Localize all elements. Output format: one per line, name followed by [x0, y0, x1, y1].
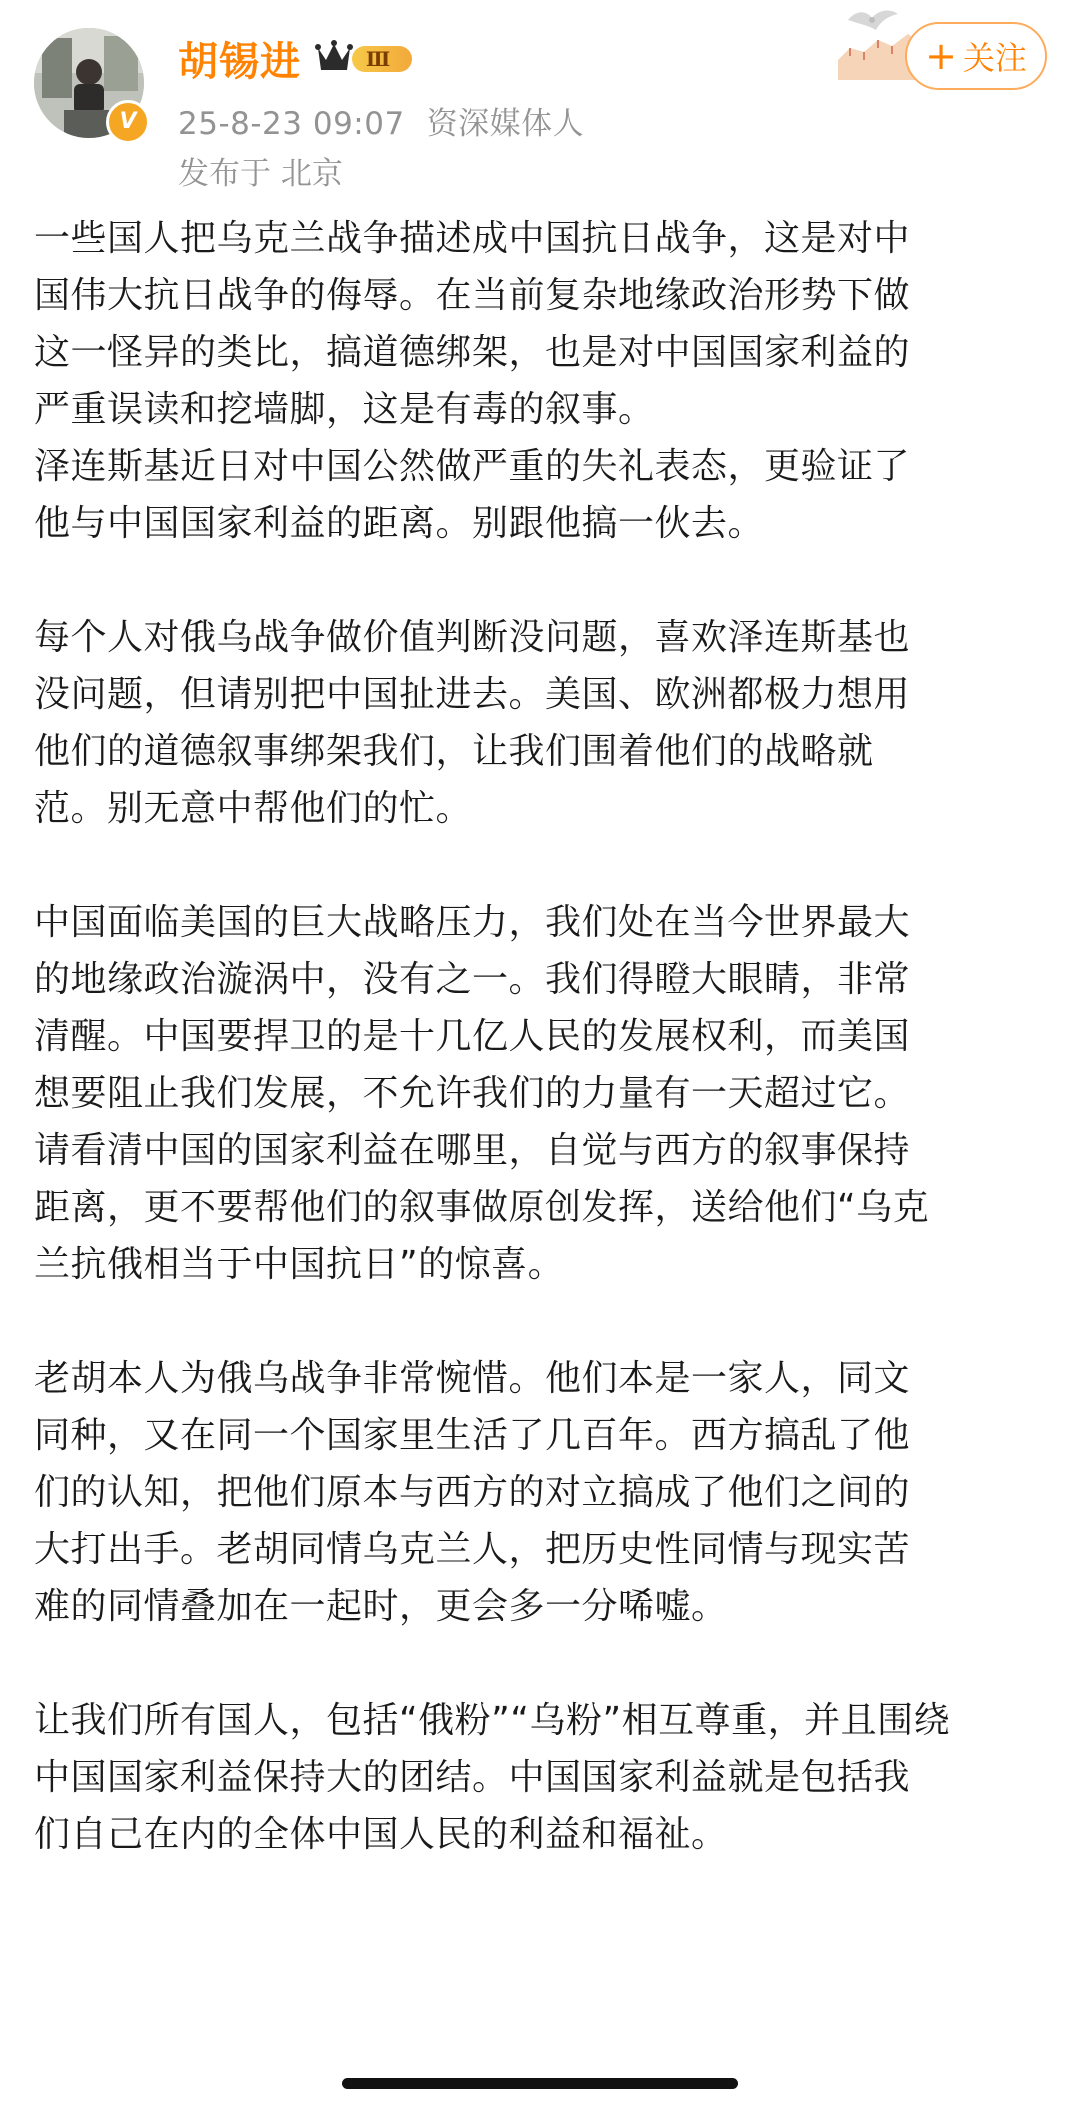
- text-line: 的地缘政治漩涡中，没有之一。我们得瞪大眼睛，非常: [34, 959, 911, 1000]
- verified-v-icon: V: [106, 100, 150, 144]
- text-line: 国伟大抗日战争的侮辱。在当前复杂地缘政治形势下做: [34, 275, 911, 316]
- text-line: 严重误读和挖墙脚，这是有毒的叙事。: [34, 389, 655, 430]
- post-paragraph-2: [34, 609, 1044, 837]
- author-name[interactable]: 胡锡进: [178, 39, 301, 85]
- text-line: 们自己在内的全体中国人民的利益和福祉。: [34, 1814, 728, 1855]
- text-line: 距离，更不要帮他们的叙事做原创发挥，送给他们“乌克: [34, 1187, 930, 1228]
- text-line: 请看清中国的国家利益在哪里，自觉与西方的叙事保持: [34, 1130, 911, 1171]
- text-line: 同种，又在同一个国家里生活了几百年。西方搞乱了他: [34, 1415, 911, 1456]
- vip-level-text: Ⅲ: [365, 47, 391, 71]
- follow-button[interactable]: [905, 22, 1047, 90]
- text-line: 每个人对俄乌战争做价值判断没问题，喜欢泽连斯基也: [34, 617, 911, 658]
- text-line: 泽连斯基近日对中国公然做严重的失礼表态，更验证了: [34, 446, 911, 487]
- text-line: 一些国人把乌克兰战争描述成中国抗日战争，这是对中: [34, 218, 911, 259]
- text-line: 没问题，但请别把中国扯进去。美国、欧洲都极力想用: [34, 674, 911, 715]
- post-paragraph-4: [34, 1350, 1044, 1635]
- text-line: 大打出手。老胡同情乌克兰人，把历史性同情与现实苦: [34, 1529, 911, 1570]
- text-line: 兰抗俄相当于中国抗日”的惊喜。: [34, 1244, 565, 1285]
- home-indicator[interactable]: [342, 2078, 738, 2089]
- avatar-container[interactable]: [34, 28, 144, 138]
- text-line: 他与中国国家利益的距离。别跟他搞一伙去。: [34, 503, 765, 544]
- post-paragraph-3: [34, 894, 1044, 1293]
- post-content: [34, 210, 1044, 1920]
- text-line: 中国面临美国的巨大战略压力，我们处在当今世界最大: [34, 902, 911, 943]
- author-title: 资深媒体人: [426, 106, 585, 142]
- text-line: 这一怪异的类比，搞道德绑架，也是对中国国家利益的: [34, 332, 911, 373]
- text-line: 想要阻止我们发展，不允许我们的力量有一天超过它。: [34, 1073, 911, 1114]
- post-timestamp: 25-8-23 09:07: [178, 106, 405, 142]
- post-paragraph-5: [34, 1692, 1044, 1863]
- text-line: 范。别无意中帮他们的忙。: [34, 788, 473, 829]
- text-line: 老胡本人为俄乌战争非常惋惜。他们本是一家人，同文: [34, 1358, 911, 1399]
- post-paragraph-1: [34, 210, 1044, 552]
- text-line: 中国国家利益保持大的团结。中国国家利益就是包括我: [34, 1757, 911, 1798]
- post-location: 发布于 北京: [178, 156, 343, 192]
- text-line: 他们的道德叙事绑架我们，让我们围着他们的战略就: [34, 731, 874, 772]
- follow-label: 关注: [962, 39, 1027, 77]
- crown-vip-icon[interactable]: [314, 38, 418, 78]
- text-line: 清醒。中国要捍卫的是十几亿人民的发展权利，而美国: [34, 1016, 911, 1057]
- post-header: [0, 0, 1080, 200]
- text-line: 难的同情叠加在一起时，更会多一分唏嘘。: [34, 1586, 728, 1627]
- text-line: 们的认知，把他们原本与西方的对立搞成了他们之间的: [34, 1472, 911, 1513]
- text-line: 让我们所有国人，包括“俄粉”“乌粉”相互尊重，并且围绕: [34, 1700, 951, 1741]
- plus-icon: +: [925, 34, 957, 78]
- post-meta: [178, 98, 584, 143]
- great-wall-dove-icon: [820, 0, 920, 80]
